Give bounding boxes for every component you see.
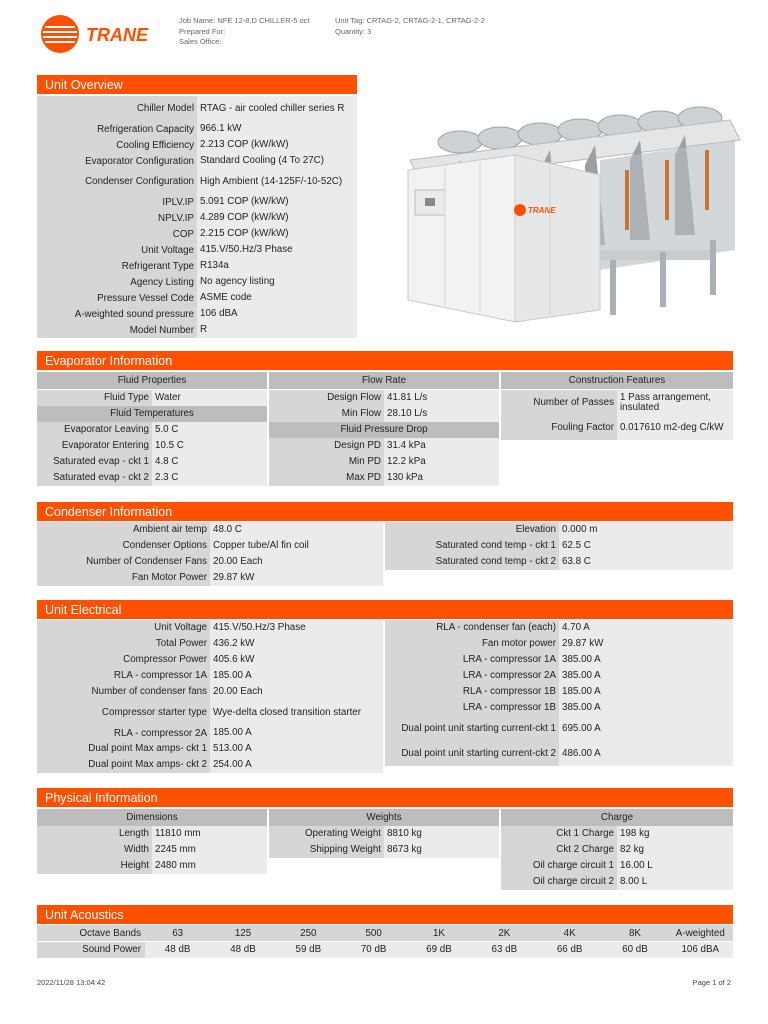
table-row: IPLV.IP 5.091 COP (kW/kW) xyxy=(37,194,357,210)
physical-title: Physical Information xyxy=(37,788,733,807)
table-row: Number of Condenser Fans 20.00 Each xyxy=(37,554,383,570)
unit-overview-title: Unit Overview xyxy=(37,75,357,94)
acoustics-title: Unit Acoustics xyxy=(37,905,733,924)
table-row: RLA - condenser fan (each) 4.70 A xyxy=(385,620,733,636)
electrical-left-table xyxy=(37,620,383,773)
job-info xyxy=(179,16,309,48)
evaporator-construction-table xyxy=(501,390,733,440)
condenser-left-table xyxy=(37,522,383,586)
table-row: Number of Passes 1 Pass arrangement, insulated xyxy=(501,390,733,415)
condenser-title: Condenser Information xyxy=(37,502,733,521)
table-row: Unit Voltage 415.V/50.Hz/3 Phase xyxy=(37,620,383,636)
table-row: Dual point unit starting current-ckt 1 695.00 A xyxy=(385,716,733,741)
table-row: Design Flow 41.81 L/s xyxy=(269,390,499,406)
table-row: Compressor Power 405.6 kW xyxy=(37,652,383,668)
table-row: Condenser Configuration High Ambient (14-125F/-10-52C) xyxy=(37,169,357,194)
table-row: A-weighted sound pressure 106 dBA xyxy=(37,306,357,322)
unit-tag: Unit Tag: CRTAG-2, CRTAG-2-1, CRTAG-2-2 xyxy=(335,16,485,25)
table-row: Chiller Model RTAG - air cooled chiller series R xyxy=(37,96,357,121)
table-row: RLA - compressor 2A 185.00 A xyxy=(37,725,383,741)
footer-page-number: Page 1 of 2 xyxy=(692,978,731,987)
table-subheader: Fluid Temperatures xyxy=(37,406,267,422)
flow-rate-header: Flow Rate xyxy=(269,372,499,389)
table-row: NPLV.IP 4.289 COP (kW/kW) xyxy=(37,210,357,226)
table-row: Ckt 2 Charge 82 kg xyxy=(501,842,733,858)
table-subheader: Fluid Pressure Drop xyxy=(269,422,499,438)
fluid-properties-header: Fluid Properties xyxy=(37,372,267,389)
table-row: Dual point unit starting current-ckt 2 486.00 A xyxy=(385,741,733,766)
electrical-title: Unit Electrical xyxy=(37,600,733,619)
table-row: Dual point Max amps- ckt 1 513.00 A xyxy=(37,741,383,757)
table-row: Elevation 0.000 m xyxy=(385,522,733,538)
table-row: Fouling Factor 0.017610 m2-deg C/kW xyxy=(501,415,733,440)
evaporator-flow-table xyxy=(269,390,499,486)
table-row: Length 11810 mm xyxy=(37,826,267,842)
table-row: RLA - compressor 1A 185.00 A xyxy=(37,668,383,684)
table-row: Total Power 436.2 kW xyxy=(37,636,383,652)
charge-table xyxy=(501,826,733,890)
prepared-for: Prepared For: xyxy=(179,26,226,36)
table-row: Oil charge circuit 1 16.00 L xyxy=(501,858,733,874)
svg-text:TRANE: TRANE xyxy=(86,25,148,45)
table-row: Ckt 1 Charge 198 kg xyxy=(501,826,733,842)
condenser-right-table xyxy=(385,522,733,570)
table-row: Shipping Weight 8673 kg xyxy=(269,842,499,858)
electrical-right-table xyxy=(385,620,733,766)
table-row: Saturated evap - ckt 1 4.8 C xyxy=(37,454,267,470)
chiller-image xyxy=(400,100,745,330)
table-row: Evaporator Leaving 5.0 C xyxy=(37,422,267,438)
unit-overview-table xyxy=(37,96,357,338)
table-row: Cooling Efficiency 2.213 COP (kW/kW) xyxy=(37,137,357,153)
table-row: Max PD 130 kPa xyxy=(269,470,499,486)
trane-logo xyxy=(40,14,164,54)
acoustics-table xyxy=(37,925,733,958)
table-row: Height 2480 mm xyxy=(37,858,267,874)
weights-table xyxy=(269,826,499,858)
dimensions-header: Dimensions xyxy=(37,809,267,826)
table-row: Min PD 12.2 kPa xyxy=(269,454,499,470)
table-row: Operating Weight 8810 kg xyxy=(269,826,499,842)
table-row: LRA - compressor 2A 385.00 A xyxy=(385,668,733,684)
svg-text:TRANE: TRANE xyxy=(528,206,556,215)
evaporator-fluid-table xyxy=(37,390,267,486)
table-row: Unit Voltage 415.V/50.Hz/3 Phase xyxy=(37,242,357,258)
table-row: Evaporator Entering 10.5 C xyxy=(37,438,267,454)
table-row: Fan Motor Power 29.87 kW xyxy=(37,570,383,586)
dimensions-table xyxy=(37,826,267,874)
job-name: Job Name: NFE 12-8,D CHILLER-5 oct xyxy=(179,16,310,25)
table-row: Min Flow 28.10 L/s xyxy=(269,406,499,422)
evaporator-title: Evaporator Information xyxy=(37,351,733,370)
table-row: Width 2245 mm xyxy=(37,842,267,858)
charge-header: Charge xyxy=(501,809,733,826)
table-row: Oil charge circuit 2 8.00 L xyxy=(501,874,733,890)
table-row: Fan motor power 29.87 kW xyxy=(385,636,733,652)
table-row: Pressure Vessel Code ASME code xyxy=(37,290,357,306)
octave-bands-row: Octave Bands 63 125 250 500 1K 2K 4K 8K A-weighted xyxy=(37,925,733,941)
table-row: Dual point Max amps- ckt 2 254.00 A xyxy=(37,757,383,773)
table-row: COP 2.215 COP (kW/kW) xyxy=(37,226,357,242)
weights-header: Weights xyxy=(269,809,499,826)
sound-power-row: Sound Power 48 dB 48 dB 59 dB 70 dB 69 dB 63 dB 66 dB 60 dB 106 dBA xyxy=(37,942,733,958)
footer-timestamp: 2022/11/28 13:04:42 xyxy=(37,978,106,987)
table-row: Model Number R xyxy=(37,322,357,338)
table-row: Agency Listing No agency listing xyxy=(37,274,357,290)
table-row: Refrigeration Capacity 966.1 kW xyxy=(37,121,357,137)
table-row: Saturated cond temp - ckt 1 62.5 C xyxy=(385,538,733,554)
table-row: RLA - compressor 1B 185.00 A xyxy=(385,684,733,700)
unit-info xyxy=(335,16,485,37)
sales-office: Sales Office: xyxy=(179,37,222,46)
table-row: Design PD 31.4 kPa xyxy=(269,438,499,454)
table-row: Refrigerant Type R134a xyxy=(37,258,357,274)
table-row: Saturated cond temp - ckt 2 63.8 C xyxy=(385,554,733,570)
quantity: Quantity: 3 xyxy=(335,26,372,36)
table-row: Saturated evap - ckt 2 2.3 C xyxy=(37,470,267,486)
table-row: Compressor starter type Wye-delta closed transition starter xyxy=(37,700,383,725)
table-row: LRA - compressor 1A 385.00 A xyxy=(385,652,733,668)
construction-header: Construction Features xyxy=(501,372,733,389)
table-row: Number of condenser fans 20.00 Each xyxy=(37,684,383,700)
table-row: Condenser Options Copper tube/Al fin coil xyxy=(37,538,383,554)
table-row: Ambient air temp 48.0 C xyxy=(37,522,383,538)
table-row: LRA - compressor 1B 385.00 A xyxy=(385,700,733,716)
table-row: Evaporator Configuration Standard Cooling (4 To 27C) xyxy=(37,153,357,169)
table-row: Fluid Type Water xyxy=(37,390,267,406)
